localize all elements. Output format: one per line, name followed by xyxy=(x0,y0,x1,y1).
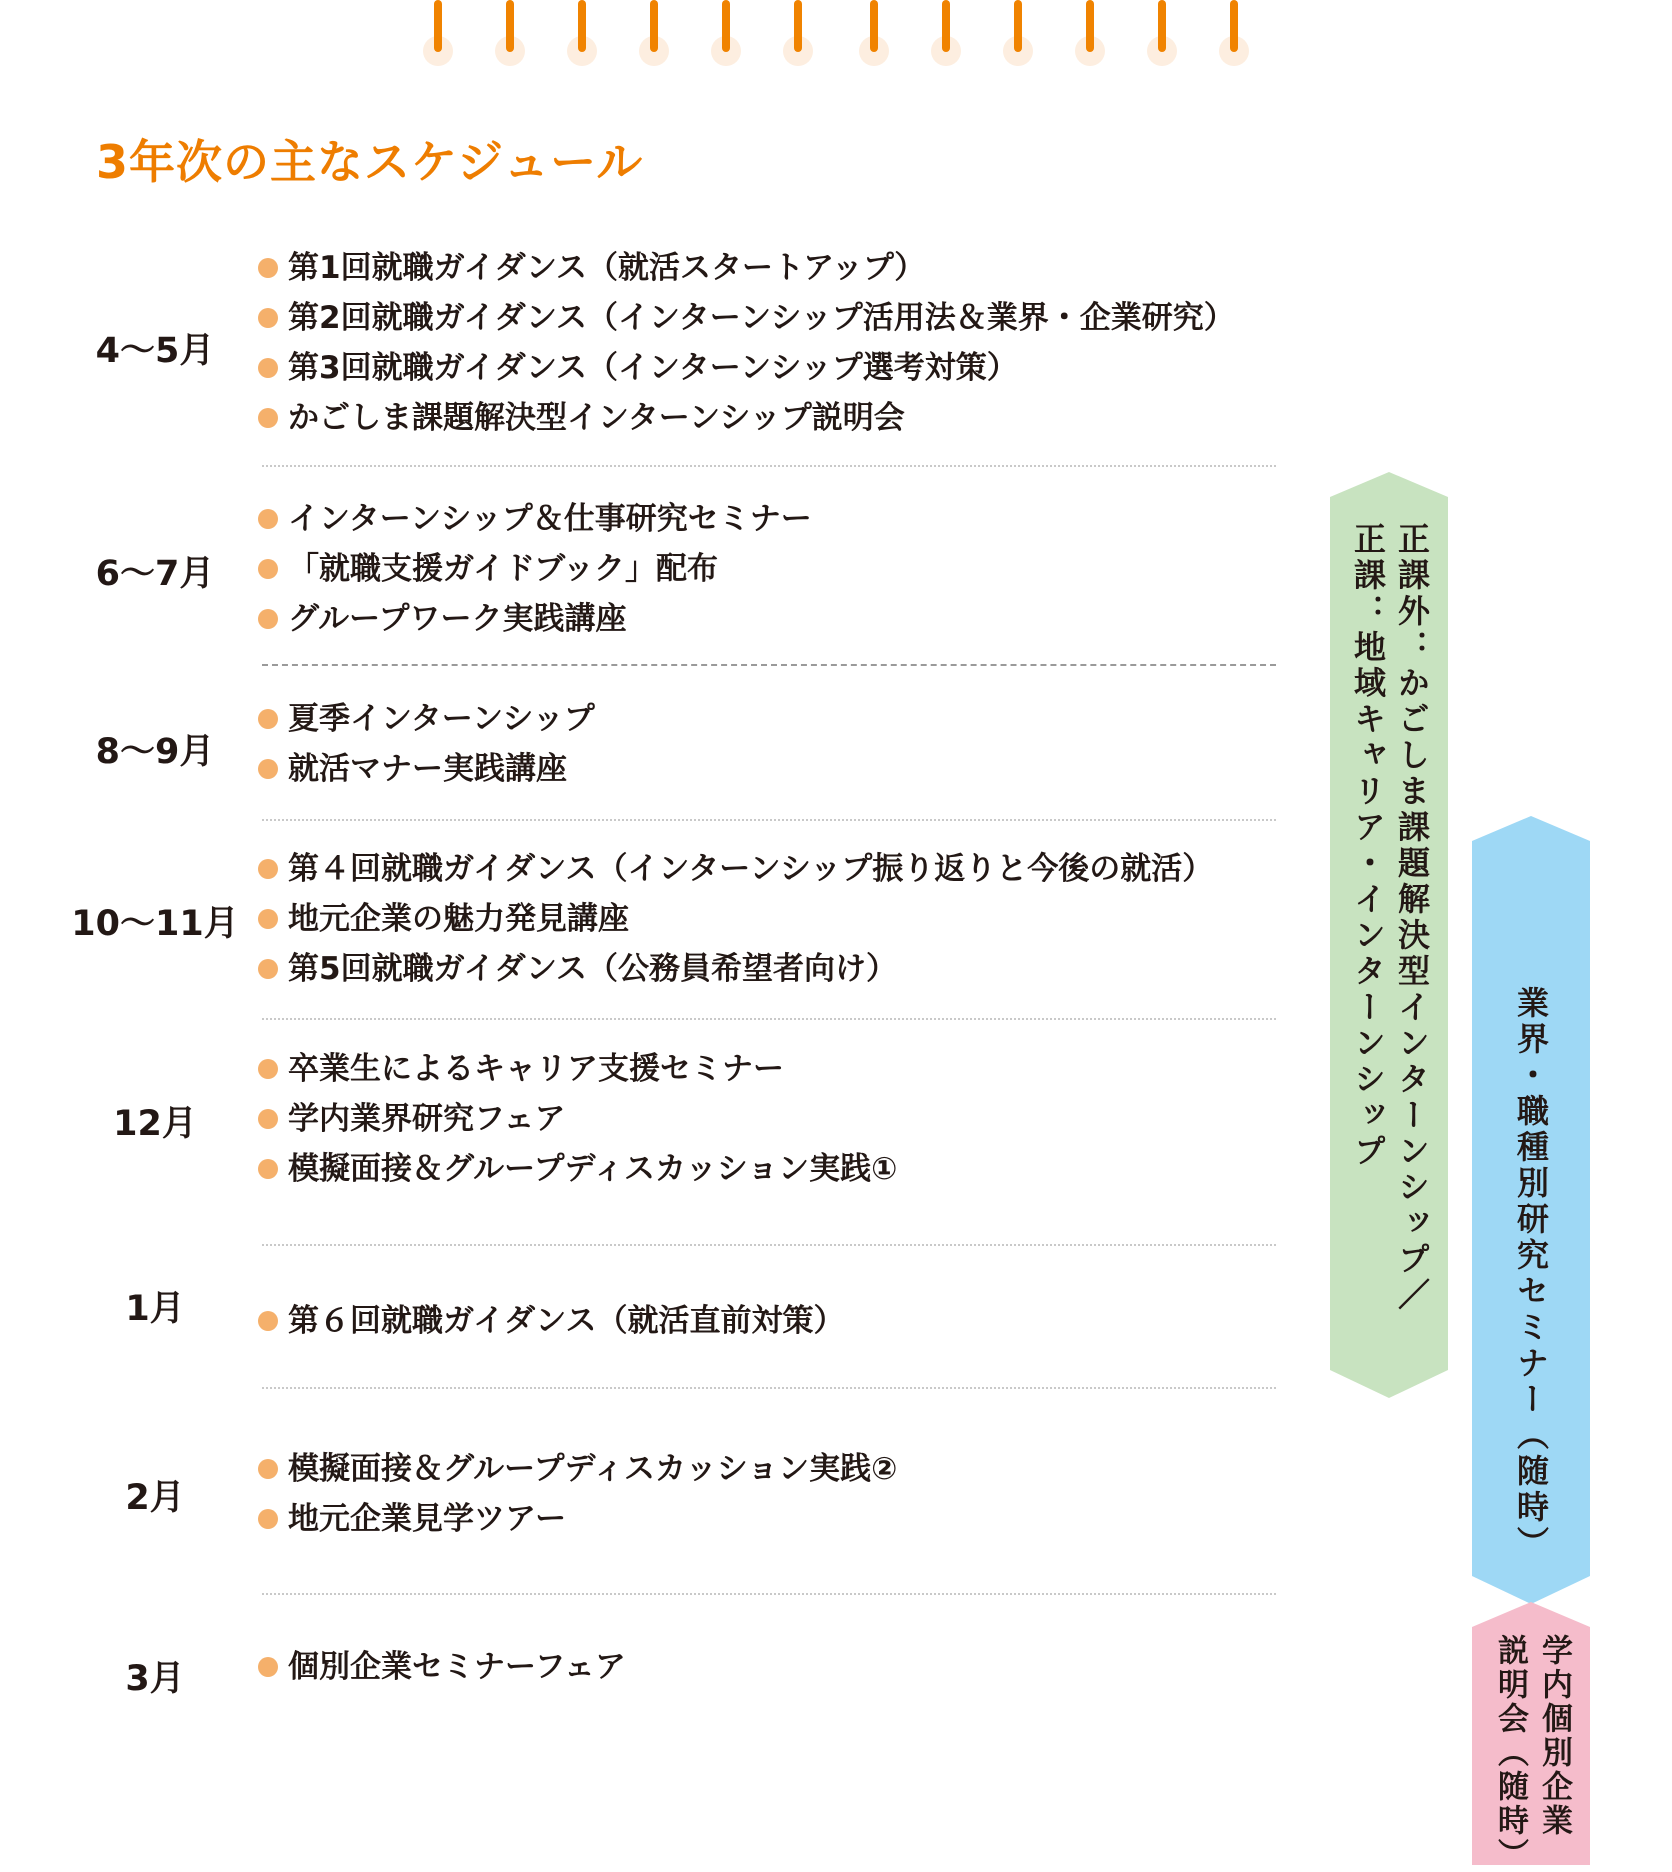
row-divider xyxy=(262,1387,1276,1389)
binding-ring xyxy=(423,0,453,70)
binding-ring xyxy=(495,0,525,70)
item-text: 卒業生によるキャリア支援セミナー xyxy=(288,1051,784,1087)
binding-ring xyxy=(1003,0,1033,70)
month-label: 1月 xyxy=(125,1289,185,1329)
schedule-item xyxy=(258,1094,897,1144)
row-divider xyxy=(262,1593,1276,1595)
bullet-icon xyxy=(258,1509,278,1529)
company-bar-line1: 学内個別企業 xyxy=(1536,1634,1572,1838)
bullet-icon xyxy=(258,609,278,629)
bullet-icon xyxy=(258,859,278,879)
schedule-item xyxy=(258,594,812,644)
company-info-period-bar xyxy=(1472,1602,1590,1872)
month-label: 8〜9月 xyxy=(95,732,215,772)
company-bar-label xyxy=(1486,1634,1576,1872)
item-text: かごしま課題解決型インターンシップ説明会 xyxy=(288,400,905,436)
month-label: 2月 xyxy=(125,1478,185,1518)
bullet-icon xyxy=(258,909,278,929)
item-text: 夏季インターンシップ xyxy=(288,701,595,737)
bullet-icon xyxy=(258,959,278,979)
company-bar-line2: 説明会（随時） xyxy=(1492,1634,1528,1872)
bullet-icon xyxy=(258,1059,278,1079)
schedule-item xyxy=(258,494,812,544)
item-text: 就活マナー実践講座 xyxy=(288,751,567,787)
schedule-item xyxy=(258,293,1235,343)
schedule-item xyxy=(258,694,595,744)
bullet-icon xyxy=(258,308,278,328)
bullet-icon xyxy=(258,759,278,779)
month-label: 10〜11月 xyxy=(71,904,239,944)
binding-ring xyxy=(783,0,813,70)
item-text: 学内業界研究フェア xyxy=(288,1101,566,1137)
binding-ring xyxy=(1219,0,1249,70)
bullet-icon xyxy=(258,1459,278,1479)
binding-ring xyxy=(639,0,669,70)
schedule-item xyxy=(258,393,1235,443)
bullet-icon xyxy=(258,408,278,428)
schedule-item xyxy=(258,343,1235,393)
schedule-item xyxy=(258,1642,626,1692)
item-text: 個別企業セミナーフェア xyxy=(288,1649,626,1685)
bullet-icon xyxy=(258,358,278,378)
internship-bar-label xyxy=(1344,522,1434,1314)
bullet-icon xyxy=(258,709,278,729)
month-label: 3月 xyxy=(125,1659,185,1699)
schedule-item xyxy=(258,1144,897,1194)
row-divider xyxy=(262,465,1276,467)
item-text: 模擬面接＆グループディスカッション実践② xyxy=(288,1451,898,1487)
binding-ring xyxy=(1147,0,1177,70)
item-text: 地元企業の魅力発見講座 xyxy=(288,901,629,937)
spiral-binding-icon xyxy=(0,0,1672,70)
schedule-item xyxy=(258,1444,897,1494)
schedule-item xyxy=(258,894,1213,944)
internship-period-bar xyxy=(1330,472,1448,1398)
row-divider xyxy=(262,819,1276,821)
item-text: 第1回就職ガイダンス（就活スタートアップ） xyxy=(288,250,926,286)
item-text: 第６回就職ガイダンス（就活直前対策） xyxy=(288,1303,845,1339)
schedule-item xyxy=(258,1296,844,1346)
bullet-icon xyxy=(258,559,278,579)
bullet-icon xyxy=(258,509,278,529)
internship-bar-line1: 正課外：かごしま課題解決型インターンシップ／ xyxy=(1393,522,1431,1314)
schedule-item xyxy=(258,1494,897,1544)
item-text: 第2回就職ガイダンス（インターンシップ活用法＆業界・企業研究） xyxy=(288,300,1235,336)
binding-ring xyxy=(859,0,889,70)
month-label: 6〜7月 xyxy=(95,554,215,594)
schedule-item xyxy=(258,944,1213,994)
bullet-icon xyxy=(258,1159,278,1179)
item-text: インターンシップ＆仕事研究セミナー xyxy=(288,501,812,537)
schedule-item xyxy=(258,844,1213,894)
item-text: 第４回就職ガイダンス（インターンシップ振り返りと今後の就活） xyxy=(288,851,1214,887)
row-divider xyxy=(262,664,1276,666)
bullet-icon xyxy=(258,1311,278,1331)
schedule-item xyxy=(258,1044,897,1094)
item-text: 第5回就職ガイダンス（公務員希望者向け） xyxy=(288,951,898,987)
binding-ring xyxy=(711,0,741,70)
binding-ring xyxy=(567,0,597,70)
month-label: 4〜5月 xyxy=(95,331,215,371)
internship-bar-line2: 正課：地域キャリア・インターンシップ xyxy=(1349,522,1387,1170)
binding-ring xyxy=(931,0,961,70)
schedule-item xyxy=(258,243,1235,293)
item-text: 「就職支援ガイドブック」配布 xyxy=(288,551,718,587)
seminar-period-bar xyxy=(1472,816,1590,1604)
item-text: 模擬面接＆グループディスカッション実践① xyxy=(288,1151,898,1187)
page-title: 3年次の主なスケジュール xyxy=(96,135,644,189)
bullet-icon xyxy=(258,258,278,278)
binding-ring xyxy=(1075,0,1105,70)
month-label: 12月 xyxy=(113,1104,197,1144)
schedule-item xyxy=(258,744,595,794)
row-divider xyxy=(262,1018,1276,1020)
item-text: 第3回就職ガイダンス（インターンシップ選考対策） xyxy=(288,350,1018,386)
bullet-icon xyxy=(258,1657,278,1677)
bullet-icon xyxy=(258,1109,278,1129)
item-text: グループワーク実践講座 xyxy=(288,601,627,637)
schedule-item xyxy=(258,544,812,594)
row-divider xyxy=(262,1244,1276,1246)
item-text: 地元企業見学ツアー xyxy=(288,1501,567,1537)
seminar-bar-label: 業界・職種別研究セミナー（随時） xyxy=(1512,986,1550,1562)
